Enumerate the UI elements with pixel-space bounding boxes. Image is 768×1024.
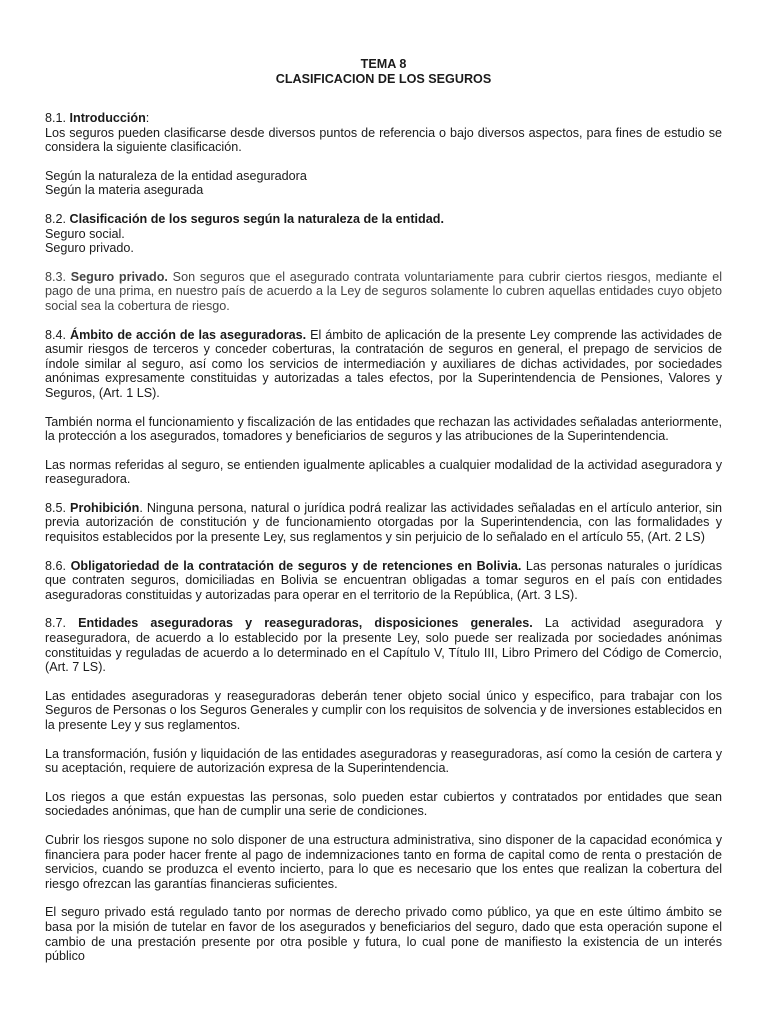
paragraph: Las normas referidas al seguro, se entienden igualmente aplicables a cualquier modalidad de la actividad aseguradora y reaseguradora. (45, 457, 722, 487)
section-number: 8.1. (45, 111, 70, 125)
section-8-1-text: Los seguros pueden clasificarse desde diversos puntos de referencia o bajo diversos aspectos, para fines de estudio se considera la siguiente clasificación. (45, 125, 722, 155)
paragraph: Los riegos a que están expuestas las personas, solo pueden estar cubiertos y contratados por entidades que sean sociedades anónimas, que han de cumplir una serie de condiciones. (45, 789, 722, 819)
paragraph: Las entidades aseguradoras y reaseguradoras deberán tener objeto social único y especifico, para trabajar con los Seguros de Personas o los Seguros Generales y cumplir con los requisitos de solvencia y de inversiones establecidos en la presente Ley y sus reglamentos. (45, 688, 722, 732)
list-item: Según la materia asegurada (45, 183, 204, 198)
section-text: Las personas naturales o jurídicas que contraten seguros, domiciliadas en Bolivia se encuentran obligadas a tomar seguros en el país con entidades aseguradoras constituidas y autorizadas para operar en el territorio de la República, (Art. 3 LS). (45, 558, 722, 602)
section-number: 8.6. (45, 558, 71, 573)
section-8-5 (45, 501, 722, 545)
section-8-2-heading-line (45, 212, 722, 227)
section-text: . Ninguna persona, natural o jurídica podrá realizar las actividades señaladas en el artículo anterior, sin previa autorización de constitución y de funcionamiento otorgadas por la Superintendencia, con las formalidades y requisitos establecidos por la presente Ley, sus reglamentos y sin perjuicio de lo señalado en el artículo 55, (Art. 2 LS) (45, 500, 723, 545)
section-8-6 (45, 559, 722, 603)
section-8-7 (45, 616, 722, 674)
document-title: CLASIFICACION DE LOS SEGUROS (275, 72, 492, 86)
section-heading: Clasificación de los seguros según la naturaleza de la entidad. (69, 211, 444, 226)
topic-label: TEMA 8 (360, 57, 407, 71)
section-text: Son seguros que el asegurado contrata voluntariamente para cubrir ciertos riesgos, mediante el pago de una prima, en nuestro país de acuerdo a la Ley de seguros solamente lo cubren aquellas entidades cuyo objeto social sea la cobertura de riesgo. (45, 269, 723, 313)
section-8-1-heading-line (45, 111, 722, 126)
section-8-4 (45, 328, 722, 401)
section-number: 8.2. (45, 211, 70, 226)
list-item: Según la naturaleza de la entidad aseguradora (45, 168, 307, 183)
section-number: 8.4. (45, 327, 70, 342)
section-number: 8.3. (45, 269, 71, 284)
section-8-2 (45, 212, 722, 256)
section-heading: Introducción (69, 111, 146, 125)
paragraph: La transformación, fusión y liquidación de las entidades aseguradoras y reaseguradoras, así como la cesión de cartera y su aceptación, requiere de autorización expresa de la Superintendencia. (45, 746, 722, 776)
section-heading: Obligatoriedad de la contratación de seguros y de retenciones en Bolivia. (70, 558, 522, 573)
paragraph: Cubrir los riesgos supone no solo disponer de una estructura administrativa, sino disponer de la capacidad económica y financiera para poder hacer frente al pago de indemnizaciones tanto en forma de capital como de renta o prestación de servicios, cuando se produzca el evento incierto, para lo que es necesario que los entes que realizan la cobertura del riesgo ofrezcan las garantías financieras suficientes. (45, 832, 722, 891)
section-text: La actividad aseguradora y reaseguradora, de acuerdo a lo establecido por la presente Ley, solo puede ser realizada por sociedades anónimas constituidas y reguladas de acuerdo a lo determinado en el Capítulo V, Título III, Libro Primero del Código de Comercio, (Art. 7 LS). (45, 616, 722, 675)
paragraph: También norma el funcionamiento y fiscalización de las entidades que rechazan las actividades señaladas anteriormente, la protección a los asegurados, tomadores y beneficiarios de seguros y las atribuciones de la Superintendencia. (45, 414, 722, 444)
section-text: El ámbito de aplicación de la presente Ley comprende las actividades de asumir riesgos de terceros y conceder coberturas, la contratación de seguros en general, el prepago de servicios de índole similar al seguro, así como los servicios de intermediación y auxiliares de dichas actividades, por sociedades anónimas expresamente constituidas y autorizadas a tales efectos, por la Superintendencia de Pensiones, Valores y Seguros, (Art. 1 LS). (45, 327, 722, 400)
section-8-3 (45, 270, 722, 314)
section-heading: Prohibición (70, 500, 140, 515)
section-number: 8.5. (45, 500, 71, 515)
section-number: 8.7. (45, 616, 79, 631)
list-item: Seguro privado. (45, 241, 134, 256)
paragraph: El seguro privado está regulado tanto por normas de derecho privado como público, ya que en este último ámbito se basa por la misión de tutelar en favor de los asegurados y beneficiarios del seguro, dado que esta operación supone el cambio de una prestación presente por otra posible y futura, lo cual pone de manifiesto la existencia de un interés público (45, 905, 722, 964)
document-header (45, 57, 722, 87)
heading-colon: : (145, 111, 150, 125)
section-heading: Seguro privado. (70, 269, 168, 284)
section-8-1 (45, 111, 722, 198)
list-item: Seguro social. (45, 226, 125, 241)
section-heading: Ámbito de acción de las aseguradoras. (69, 327, 307, 342)
section-heading: Entidades aseguradoras y reaseguradoras, disposiciones generales. (78, 616, 533, 631)
